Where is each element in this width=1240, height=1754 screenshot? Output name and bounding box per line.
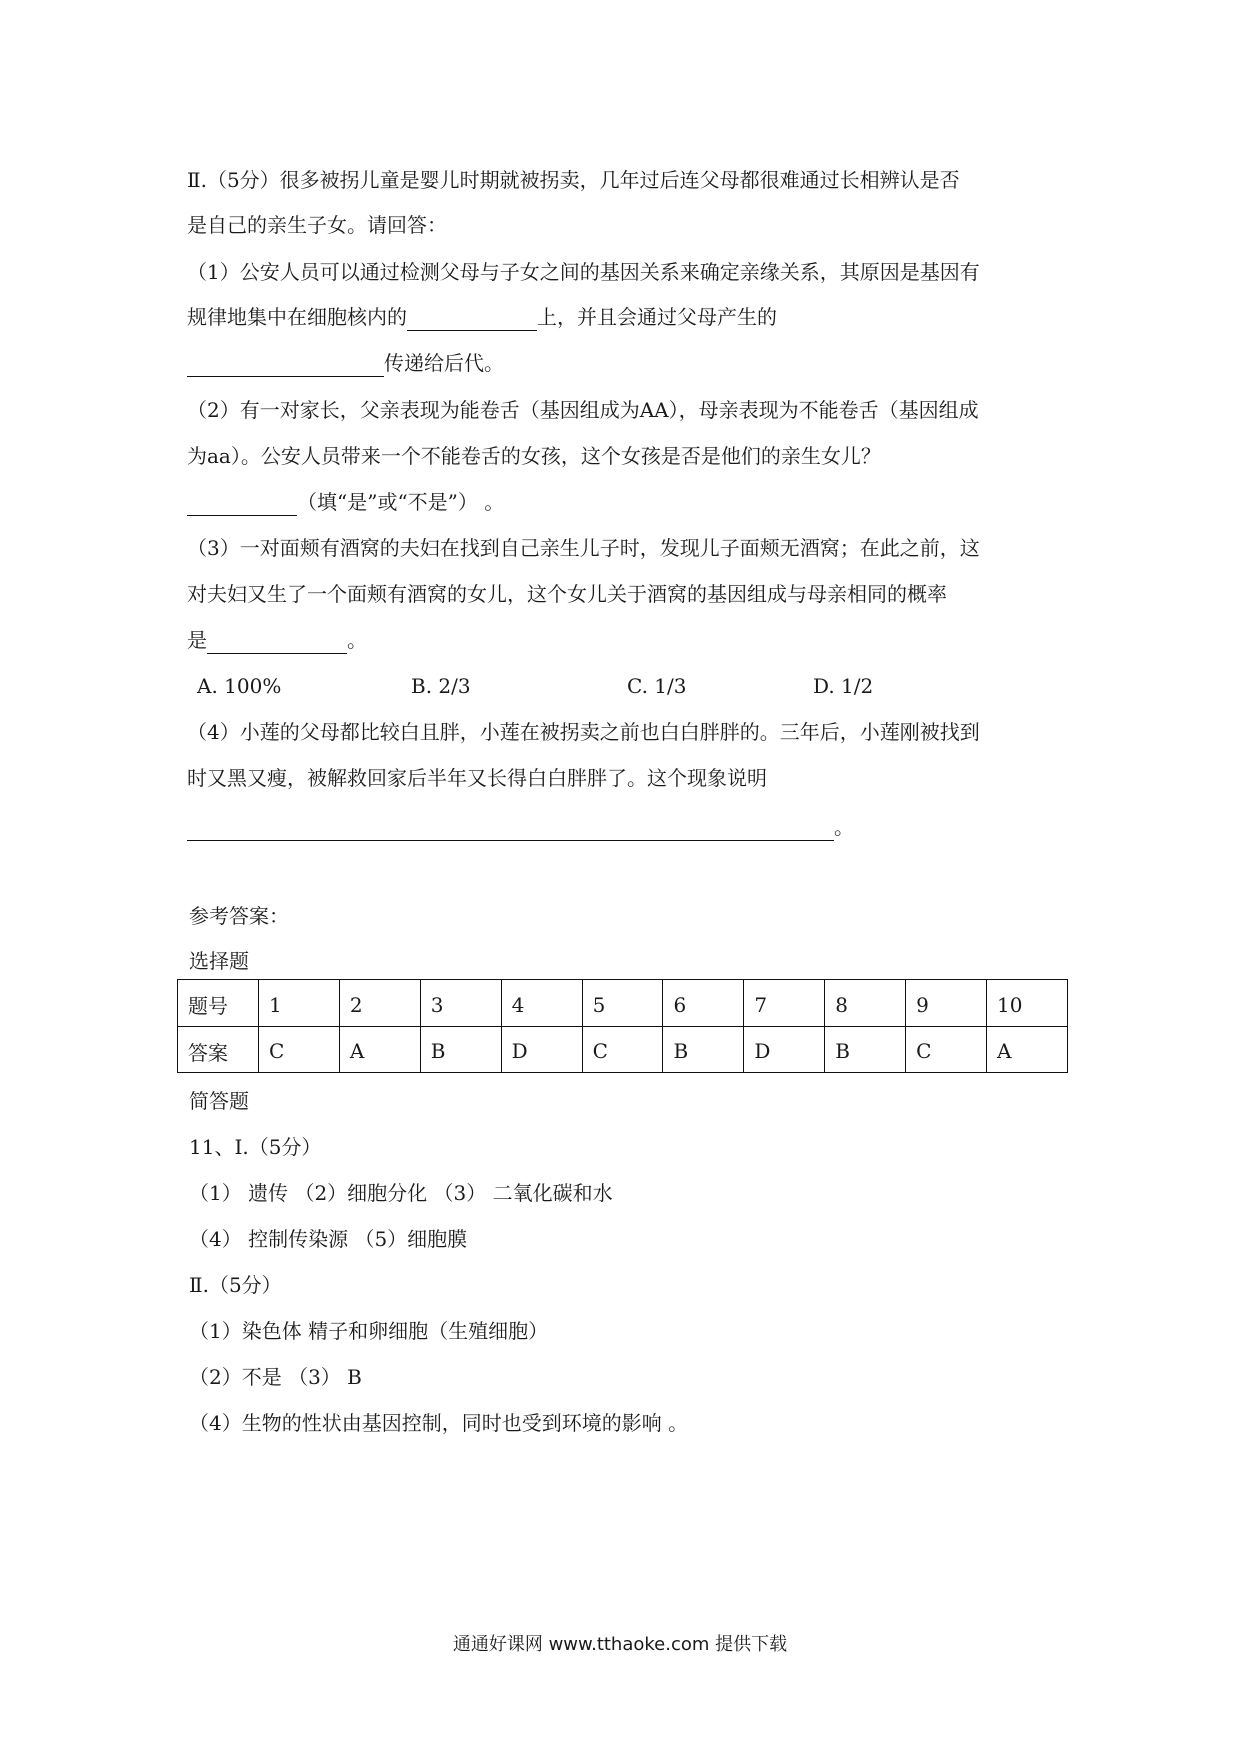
q2-line3: [187, 488, 504, 516]
q1-text-a: 规律地集中在细胞核内的: [187, 305, 407, 329]
q4-blank[interactable]: [187, 818, 834, 841]
table-header-answer: 答案: [178, 1026, 259, 1073]
table-cell: 10: [987, 980, 1068, 1027]
q11-title: 11、Ⅰ.（5分）: [189, 1135, 322, 1159]
table-cell: A: [339, 1026, 420, 1073]
table-cell: 6: [663, 980, 744, 1027]
table-cell: B: [663, 1026, 744, 1073]
q2-blank[interactable]: [187, 493, 297, 516]
q3-option-c: C. 1/3: [627, 674, 687, 698]
table-cell: 5: [582, 980, 663, 1027]
table-cell: C: [582, 1026, 663, 1073]
table-cell: D: [501, 1026, 582, 1073]
q1-blank-2[interactable]: [187, 354, 384, 377]
table-cell: 8: [825, 980, 906, 1027]
table-row: [178, 980, 1068, 1027]
q1-line1: （1）公安人员可以通过检测父母与子女之间的基因关系来确定亲缘关系，其原因是基因有: [187, 260, 980, 284]
q1-text-b: 上，并且会通过父母产生的: [537, 305, 777, 329]
table-row: [178, 1026, 1068, 1073]
q2-line1: （2）有一对家长，父亲表现为能卷舌（基因组成为AA），母亲表现为不能卷舌（基因组成: [187, 398, 979, 422]
table-cell: 9: [906, 980, 987, 1027]
q4-line3: [187, 813, 854, 841]
short-answer-title: 简答题: [189, 1089, 249, 1113]
q3-text-a: 是: [187, 628, 207, 652]
table-cell: 2: [339, 980, 420, 1027]
table-header-number: 题号: [178, 980, 259, 1027]
part2-answer-line3: （4）生物的性状由基因控制，同时也受到环境的影响 。: [189, 1411, 689, 1435]
q1-text-c: 传递给后代。: [384, 351, 504, 375]
q3-option-d: D. 1/2: [813, 674, 874, 698]
part2-answer-line1: （1）染色体 精子和卵细胞（生殖细胞）: [189, 1319, 549, 1343]
q3-blank[interactable]: [207, 631, 347, 654]
q11-answer-line1: （1） 遗传 （2）细胞分化 （3） 二氧化碳和水: [189, 1181, 613, 1205]
footer-text: 通通好课网 www.tthaoke.com 提供下载: [452, 1634, 788, 1655]
q1-line3: [187, 349, 504, 377]
table-cell: 4: [501, 980, 582, 1027]
q4-line1: （4）小莲的父母都比较白且胖，小莲在被拐卖之前也白白胖胖的。三年后，小莲刚被找到: [187, 720, 980, 744]
q1-blank-1[interactable]: [407, 308, 537, 331]
part2-answer-title: Ⅱ.（5分）: [189, 1273, 282, 1297]
choice-section-title: 选择题: [189, 949, 249, 973]
table-cell: A: [987, 1026, 1068, 1073]
q2-line2: 为aa）。公安人员带来一个不能卷舌的女孩，这个女孩是否是他们的亲生女儿？: [187, 444, 881, 468]
table-cell: 3: [420, 980, 501, 1027]
part2-intro-line2: 是自己的亲生子女。请回答：: [187, 213, 447, 237]
table-cell: B: [420, 1026, 501, 1073]
q3-option-b: B. 2/3: [411, 674, 471, 698]
q3-line1: （3）一对面颊有酒窝的夫妇在找到自己亲生儿子时，发现儿子面颊无酒窝；在此之前，这: [187, 536, 980, 560]
q1-line2: [187, 303, 777, 331]
part2-answer-line2: （2）不是 （3） B: [189, 1365, 362, 1389]
q2-text: （填“是”或“不是”） 。: [297, 490, 505, 514]
q3-line2: 对夫妇又生了一个面颊有酒窝的女儿，这个女儿关于酒窝的基因组成与母亲相同的概率: [187, 582, 947, 606]
answers-title: 参考答案：: [189, 904, 289, 928]
q3-text-b: 。: [347, 628, 367, 652]
table-cell: 1: [259, 980, 340, 1027]
q3-option-a: A. 100%: [197, 674, 282, 698]
q11-answer-line2: （4） 控制传染源 （5）细胞膜: [189, 1227, 468, 1251]
table-cell: C: [906, 1026, 987, 1073]
part2-intro-line1: Ⅱ.（5分）很多被拐儿童是婴儿时期就被拐卖，几年过后连父母都很难通过长相辨认是否: [187, 168, 960, 192]
table-cell: C: [259, 1026, 340, 1073]
table-cell: B: [825, 1026, 906, 1073]
table-cell: 7: [744, 980, 825, 1027]
answer-table: [177, 979, 1068, 1073]
q4-line2: 时又黑又瘦，被解救回家后半年又长得白白胖胖了。这个现象说明: [187, 766, 767, 790]
q4-text: 。: [834, 815, 854, 839]
table-cell: D: [744, 1026, 825, 1073]
q3-line3: [187, 626, 367, 654]
